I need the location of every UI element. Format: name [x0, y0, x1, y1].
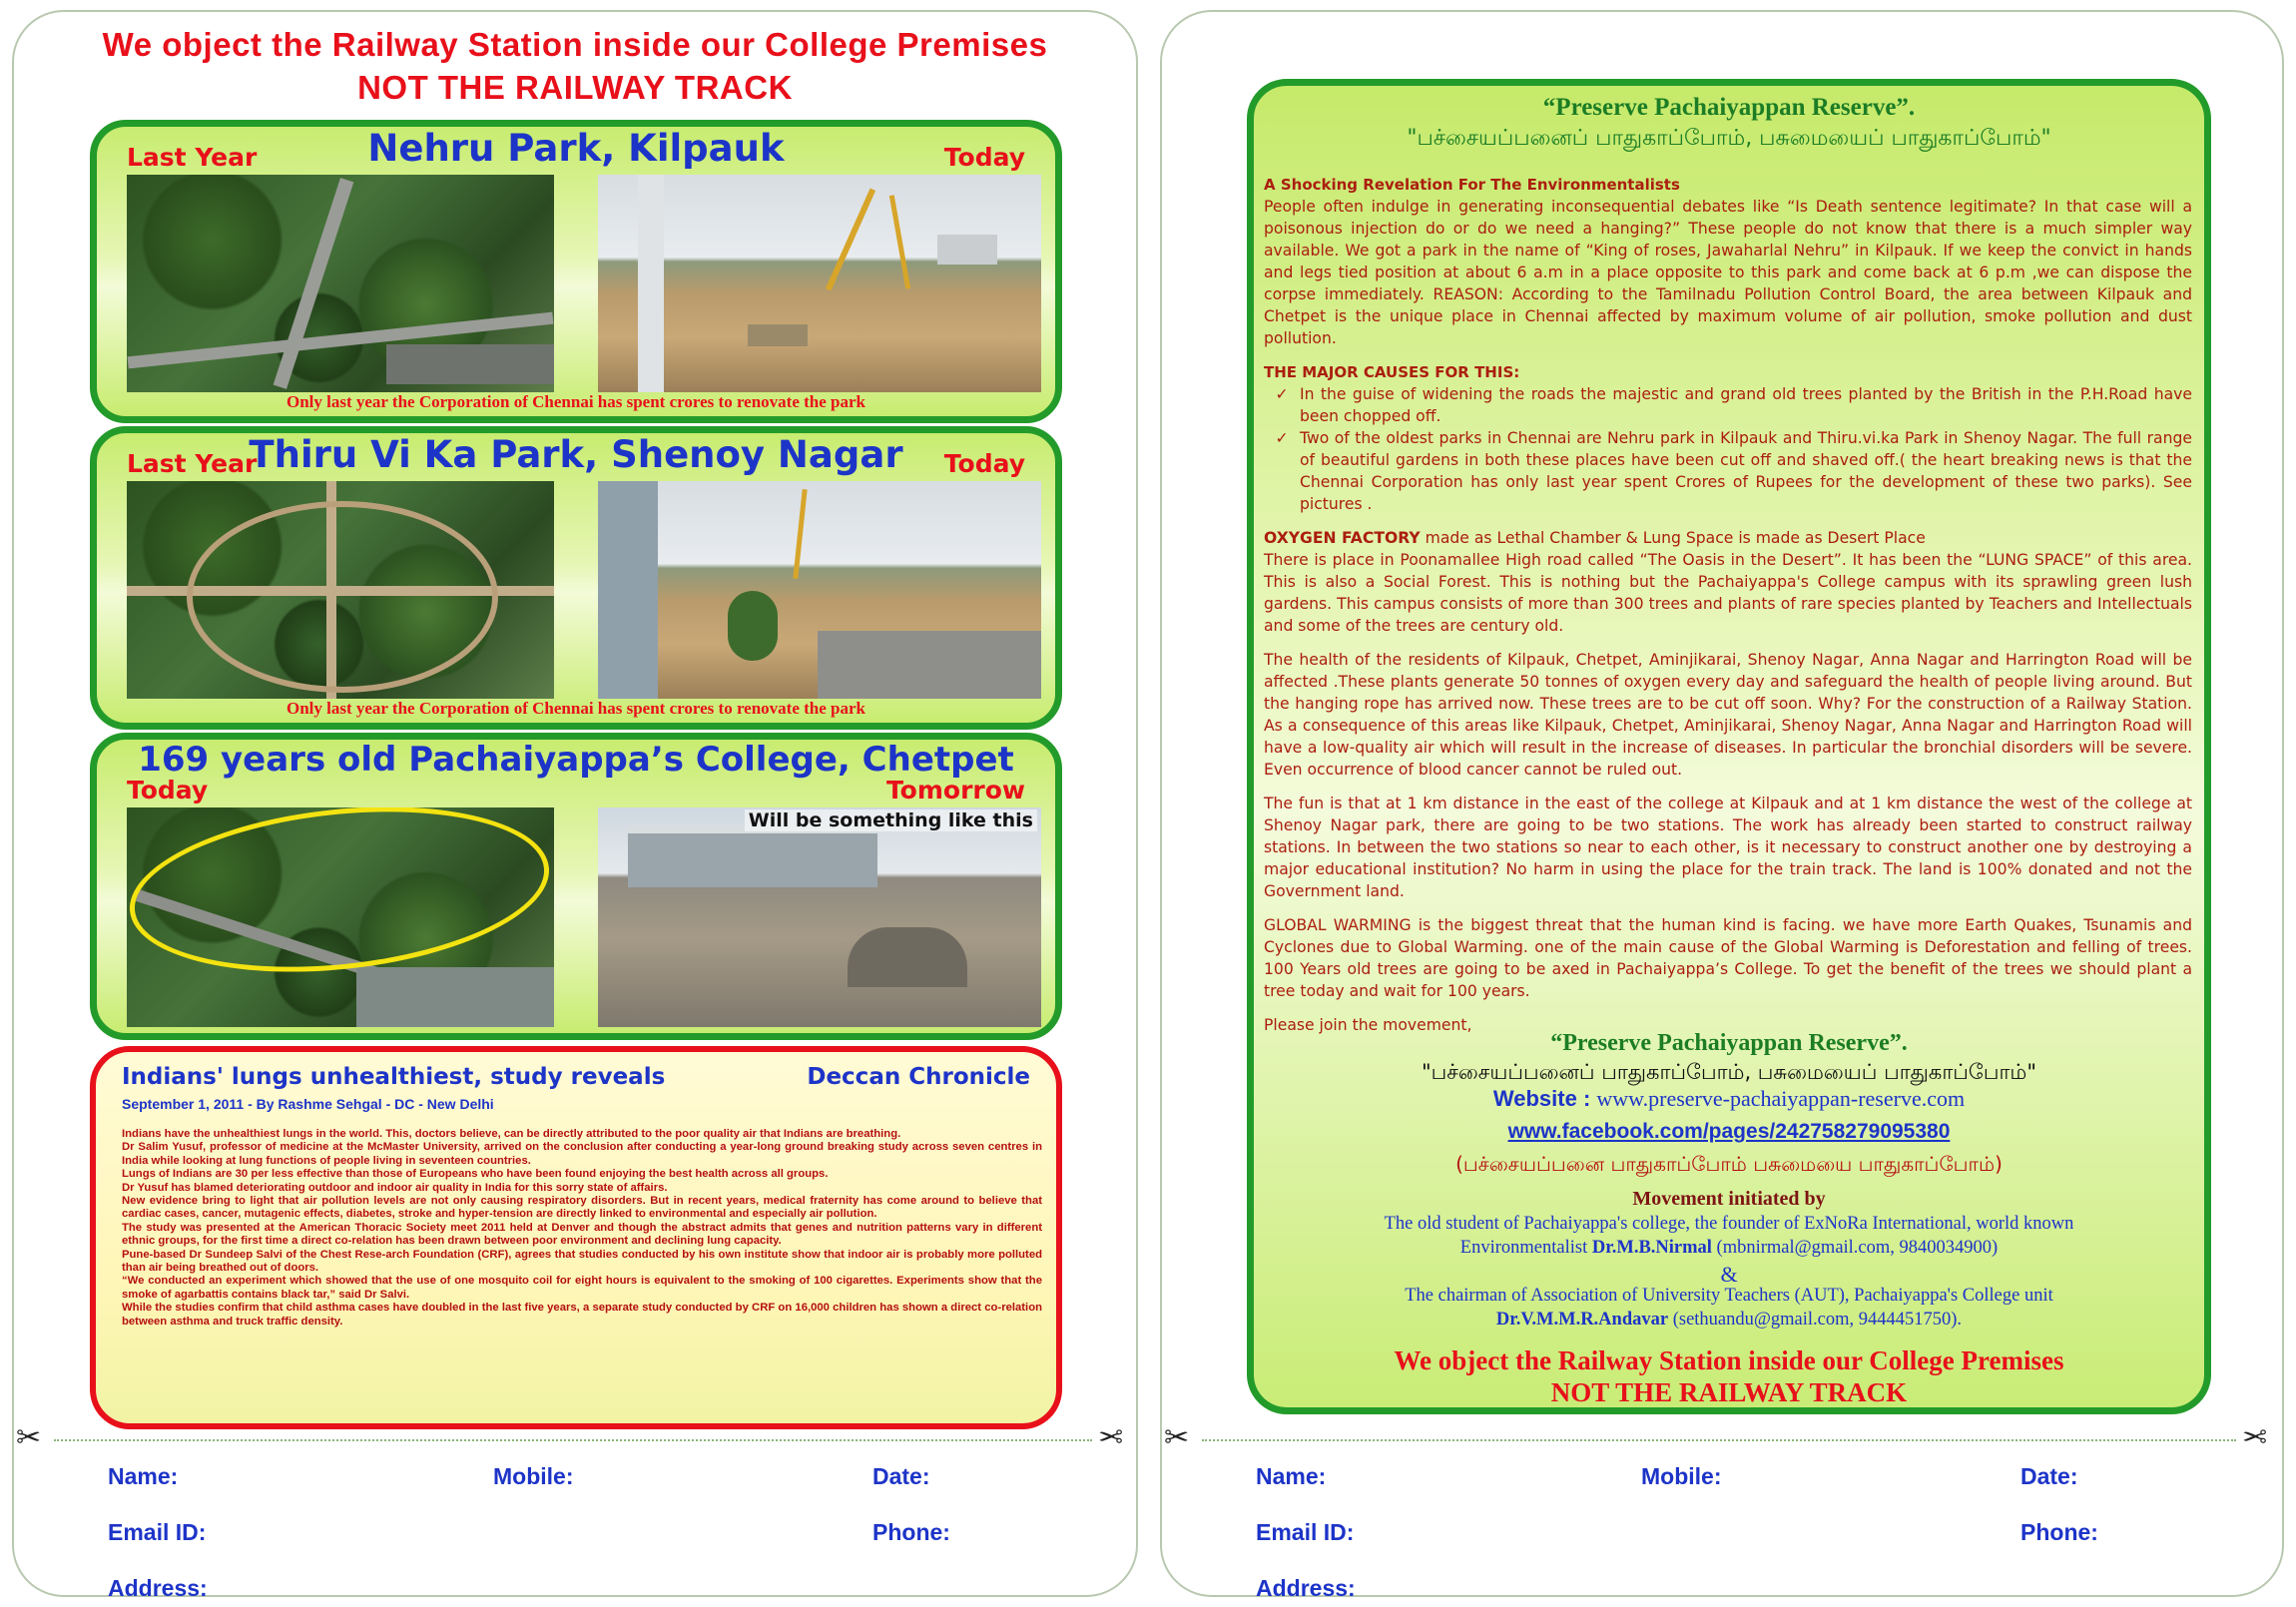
campaign-title-tamil: "பச்சையப்பனைப் பாதுகாப்போம், பசுமையைப் பாதுகாப்போம்" — [1407, 126, 2051, 151]
form-date-label: Date: — [2020, 1463, 2078, 1489]
left-headline: We object the Railway Station inside our College Premises — [102, 26, 1048, 63]
section-heading: OXYGEN FACTORY — [1264, 529, 1421, 547]
photo-note: Will be something like this — [745, 809, 1037, 831]
news-headline: Indians' lungs unhealthiest, study reveals — [122, 1064, 666, 1090]
join-text: Please join the movement, — [1264, 1016, 1472, 1034]
cut-line — [54, 1439, 1092, 1441]
thiru-vi-ka-park-aerial-photo — [127, 481, 554, 699]
thiru-vi-ka-park-construction-photo — [598, 481, 1041, 699]
form-phone-label: Phone: — [2020, 1519, 2098, 1545]
website-link[interactable]: www.preserve-pachaiyappan-reserve.com — [1596, 1086, 1966, 1111]
form-name-label: Name: — [1256, 1463, 1327, 1489]
panel-title: Nehru Park, Kilpauk — [367, 127, 785, 170]
ampersand: & — [1720, 1262, 1738, 1287]
tamil-slogan: (பச்சையப்பனை பாதுகாப்போம் பசுமையை பாதுகாப்போம்) — [1455, 1152, 2003, 1176]
scissors-icon: ✂ — [16, 1421, 42, 1454]
station-construction-photo — [598, 807, 1041, 1027]
news-byline: September 1, 2011 - By Rashme Sehgal - DC - New Delhi — [122, 1096, 494, 1112]
thiru-vi-ka-park-panel — [90, 426, 1062, 730]
cut-line — [1202, 1439, 2236, 1441]
scissors-icon: ✂ — [1164, 1421, 1190, 1454]
scissors-icon: ✂ — [2242, 1421, 2268, 1454]
checkmark-icon: ✓ — [1275, 429, 1289, 447]
cause-item: ✓ Two of the oldest parks in Chennai are Nehru park in Kilpauk and Thiru.vi.ka Park in Shenoy Nagar. The full range of beautiful gardens in both these places have been cut off and shaved off.( the heart breaking news is that the Chennai Corporation has only last year spent Crores of Rupees for the development of these two parks). See pictures . — [1264, 427, 2192, 515]
news-paragraph: New evidence bring to light that air pollution levels are not only causing respiratory disorders. But in recent years, medical fraternity has come around to believe that cardiac cases, cancer, mutagenic effects, diabetes, stroke and hyper-tension are directly linked to environmental and especially air pollution. — [122, 1195, 1042, 1221]
form-address-label: Address: — [108, 1575, 208, 1601]
cause-item: ✓ In the guise of widening the roads the majestic and grand old trees planted by the British in the P.H.Road have been chopped off. — [1264, 383, 2192, 427]
last-year-label: Last Year — [127, 449, 258, 478]
news-paragraph: Dr Salim Yusuf, professor of medicine at the McMaster University, arrived on the conclusion after conducting a year-long ground breaking study across seven centres in India while looking at lung functions of people living in seventeen countries. — [122, 1141, 1042, 1167]
panel-caption: Only last year the Corporation of Chennai has spent crores to renovate the park — [286, 699, 866, 718]
panel-caption: Only last year the Corporation of Chennai has spent crores to renovate the park — [286, 392, 866, 411]
preserve-reserve-panel — [1247, 79, 2211, 1414]
news-paragraph: While the studies confirm that child asthma cases have doubled in the last five years, a separate study conducted by CRF on 16,000 children has shown a direct co-relation between asthma and truck traffic density. — [122, 1302, 1042, 1328]
campaign-title: “Preserve Pachaiyappan Reserve”. — [1542, 94, 1916, 121]
checkmark-icon: ✓ — [1275, 385, 1289, 403]
scissors-icon: ✂ — [1098, 1421, 1124, 1454]
form-name-label: Name: — [108, 1463, 179, 1489]
panel-title: Thiru Vi Ka Park, Shenoy Nagar — [249, 433, 903, 476]
chairman-line-2: Dr.V.M.M.R.Andavar (sethuandu@gmail.com, 9444451750). — [1495, 1310, 1963, 1330]
panel-title: 169 years old Pachaiyappa’s College, Chetpet — [138, 740, 1014, 780]
form-phone-label: Phone: — [872, 1519, 950, 1545]
section-heading: THE MAJOR CAUSES FOR THIS: — [1264, 363, 1520, 381]
today-label: Today — [943, 143, 1025, 172]
news-paragraph: “We conducted an experiment which showed that the use of one mosquito coil for eight hours is equivalent to the smoking of 100 cigarettes. Experiments show that the smoke of agarbattis contains black tar,” said Dr Salvi. — [122, 1275, 1042, 1301]
nehru-park-panel — [90, 120, 1062, 423]
left-page — [12, 10, 1138, 1601]
today-label: Today — [127, 776, 209, 804]
facebook-link[interactable]: www.facebook.com/pages/242758279095380 — [1507, 1120, 1951, 1143]
news-paragraph: The study was presented at the American Thoracic Society meet 2011 held at Denver and though the abstract admits that genes and nutrition patterns vary in different ethnic groups, for the first time a direct co-relation has been drawn between poor environment and declining lung capacity. — [122, 1221, 1042, 1248]
form-date-label: Date: — [872, 1463, 930, 1489]
pachaiyappa-college-panel — [90, 733, 1062, 1040]
news-paragraph: Pune-based Dr Sundeep Salvi of the Chest Rese-arch Foundation (CRF), agrees that studies conducted by his own institute show that indoor air is probably more polluted than air being breathed out of doors. — [122, 1248, 1042, 1275]
form-email-label: Email ID: — [108, 1519, 207, 1545]
form-address-label: Address: — [1256, 1575, 1356, 1601]
right-page — [1160, 10, 2284, 1601]
chairman-line: The chairman of Association of University Teachers (AUT), Pachaiyappa's College unit — [1405, 1286, 2053, 1306]
campaign-title-tamil-repeat: "பச்சையப்பனைப் பாதுகாப்போம், பசுமையைப் பாதுகாப்போம்" — [1422, 1060, 2036, 1084]
campaign-title-repeat: “Preserve Pachaiyappan Reserve”. — [1550, 1030, 1908, 1056]
form-mobile-label: Mobile: — [1641, 1463, 1722, 1489]
footer-headline: We object the Railway Station inside our College Premises — [1394, 1345, 2064, 1375]
news-paragraph: Indians have the unhealthiest lungs in the world. This, doctors believe, can be directly attributed to the poor quality air that Indians are breathing. — [122, 1128, 901, 1140]
news-clipping-panel — [90, 1046, 1062, 1429]
movement-heading: Movement initiated by — [1632, 1188, 1826, 1210]
news-paragraph: Dr Yusuf has blamed deteriorating outdoor and indoor air quality in India for this sorry state of affairs. — [122, 1181, 668, 1194]
form-email-label: Email ID: — [1256, 1519, 1355, 1545]
left-headline-sub: NOT THE RAILWAY TRACK — [357, 69, 793, 106]
news-body — [122, 1128, 1042, 1329]
news-source: Deccan Chronicle — [807, 1064, 1030, 1090]
article-body — [1264, 174, 2192, 1036]
section-paragraph: The health of the residents of Kilpauk, Chetpet, Aminjikarai, Shenoy Nagar, Anna Nagar and Harrington Road will be affected .These plants generate 50 tonnes of oxygen every day and safeguard the health of people living around. But the hanging rope has arrived now. These trees are to be cut off soon. Why? For the construction of a Railway Station. As a consequence of this areas like Kilpauk, Chetpet, Aminjikarai, Shenoy Nagar, Anna Nagar and Harrington Road will have a low-quality air which will result in the increase of diseases. In particular the bronchial disorders will be severe. Even occurrence of blood cancer cannot be ruled out. — [1264, 651, 2192, 779]
website-line — [1254, 1086, 2204, 1112]
founder-line: The old student of Pachaiyappa's college, the founder of ExNoRa International, world known — [1384, 1214, 2074, 1234]
last-year-label: Last Year — [127, 143, 258, 172]
footer-headline-sub: NOT THE RAILWAY TRACK — [1550, 1377, 1908, 1407]
website-label: Website : — [1492, 1086, 1591, 1111]
founder-line-2: Environmentalist Dr.M.B.Nirmal (mbnirmal@gmail.com, 9840034900) — [1459, 1238, 1999, 1258]
section-paragraph: The fun is that at 1 km distance in the east of the college at Kilpauk and at 1 km distance the west of the college at Shenoy Nagar park, there are going to be two stations. The work has already been started to construct railway stations. In between the two stations so near to each other, is it necessary to construct another one by destroying a major educational institution? No harm in using the place for the train track. The land is 100% donated and not the Government land. — [1264, 795, 2192, 900]
chairman-name: Dr.V.M.M.R.Andavar — [1495, 1310, 1669, 1330]
today-label: Today — [943, 449, 1025, 478]
news-paragraph: Lungs of Indians are 30 per less effective than those of Europeans who have been found enjoying the best health across all groups. — [122, 1168, 829, 1181]
section-paragraph: GLOBAL WARMING is the biggest threat that the human kind is facing. we have more Earth Quakes, Tsunamis and Cyclones due to Global Warming. one of the main cause of the Global Warming is Deforestation and felling of trees. 100 Years old trees are going to be axed in Pachaiyappa’s College. To get the benefit of the trees we should plant a tree today and wait for 100 years. — [1264, 916, 2192, 1000]
founder-name: Dr.M.B.Nirmal — [1591, 1238, 1712, 1258]
college-aerial-photo — [127, 807, 554, 1027]
nehru-park-construction-photo — [598, 175, 1041, 392]
tomorrow-label: Tomorrow — [885, 776, 1025, 804]
section-paragraph: There is place in Poonamallee High road called “The Oasis in the Desert”. It has been the “LUNG SPACE” of this area. This is also a Social Forest. This is nothing but the Pachaiyappa's College campus with its sprawling green lush gardens. This campus consists of more than 300 trees and plants of rare species planted by Teachers and Intellectuals and some of the trees are century old. — [1264, 551, 2192, 635]
section-subheading: made as Lethal Chamber & Lung Space is made as Desert Place — [1420, 529, 1926, 547]
form-mobile-label: Mobile: — [493, 1463, 574, 1489]
section-heading: A Shocking Revelation For The Environmentalists — [1264, 176, 1680, 194]
section-paragraph: People often indulge in generating inconsequential debates like “Is Death sentence legitimate? In that case will a poisonous injection do or do we need a hanging?” These people do not know that there is a much simpler way available. We got a park in the name of “King of roses, Jawaharlal Nehru” in Kilpauk. If we keep the convict in hands and legs tied position at about 6 a.m in a place opposite to this park and come back at 6 p.m ,we can dispose the corpse immediately. REASON: According to the Tamilnadu Pollution Control Board, the area between Kilpauk and Chetpet is the unique place in Chennai affected by maximum volume of air pollution, smoke pollution and dust pollution. — [1264, 198, 2192, 347]
nehru-park-aerial-photo — [127, 175, 554, 392]
highlight-ellipse — [127, 807, 554, 991]
